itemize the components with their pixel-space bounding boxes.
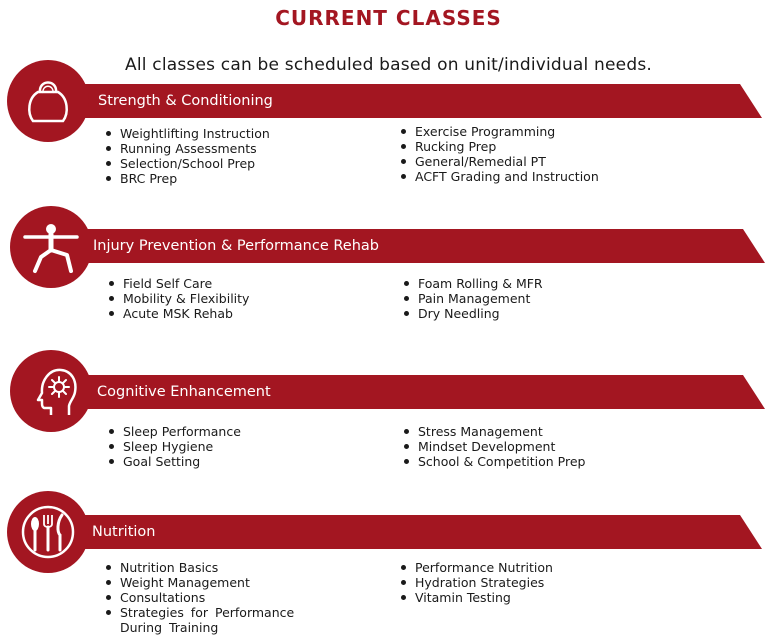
list-item: Weightlifting Instruction	[105, 126, 270, 141]
list-item: Mindset Development	[403, 439, 585, 454]
list-item: Pain Management	[403, 291, 543, 306]
yoga-pose-icon	[21, 217, 81, 277]
section-title: Nutrition	[92, 524, 156, 540]
left-list	[108, 276, 249, 321]
section-icon-badge	[7, 60, 89, 142]
section-title: Injury Prevention & Performance Rehab	[93, 238, 379, 254]
section-title: Cognitive Enhancement	[97, 384, 271, 400]
kettlebell-icon	[18, 71, 78, 131]
brain-head-icon	[21, 361, 81, 421]
list-item: Foam Rolling & MFR	[403, 276, 543, 291]
list-item: Stress Management	[403, 424, 585, 439]
cutlery-icon	[18, 502, 78, 562]
list-item: Selection/School Prep	[105, 156, 270, 171]
list-item: Sleep Performance	[108, 424, 241, 439]
section-title: Strength & Conditioning	[98, 93, 273, 109]
list-item: Hydration Strategies	[400, 575, 553, 590]
right-list	[403, 424, 585, 469]
list-item: Mobility & Flexibility	[108, 291, 249, 306]
list-item: Strategies for Performance During Training	[105, 605, 310, 635]
section-icon-badge	[10, 350, 92, 432]
list-item: Consultations	[105, 590, 310, 605]
list-item: Acute MSK Rehab	[108, 306, 249, 321]
list-item: General/Remedial PT	[400, 154, 599, 169]
list-item: Vitamin Testing	[400, 590, 553, 605]
page-subtitle: All classes can be scheduled based on unit/individual needs.	[125, 55, 652, 75]
list-item: BRC Prep	[105, 171, 270, 186]
section-icon-badge	[10, 206, 92, 288]
list-item: Sleep Hygiene	[108, 439, 241, 454]
left-list	[105, 126, 270, 186]
left-list	[108, 424, 241, 469]
list-item: Nutrition Basics	[105, 560, 310, 575]
right-list	[400, 560, 553, 605]
list-item: ACFT Grading and Instruction	[400, 169, 599, 184]
list-item: School & Competition Prep	[403, 454, 585, 469]
left-list	[105, 560, 310, 635]
list-item: Dry Needling	[403, 306, 543, 321]
list-item: Field Self Care	[108, 276, 249, 291]
list-item: Exercise Programming	[400, 124, 599, 139]
list-item: Goal Setting	[108, 454, 241, 469]
page-title: CURRENT CLASSES	[275, 6, 502, 30]
list-item: Weight Management	[105, 575, 310, 590]
list-item: Performance Nutrition	[400, 560, 553, 575]
right-list	[400, 124, 599, 184]
right-list	[403, 276, 543, 321]
list-item: Rucking Prep	[400, 139, 599, 154]
section-icon-badge	[7, 491, 89, 573]
list-item: Running Assessments	[105, 141, 270, 156]
